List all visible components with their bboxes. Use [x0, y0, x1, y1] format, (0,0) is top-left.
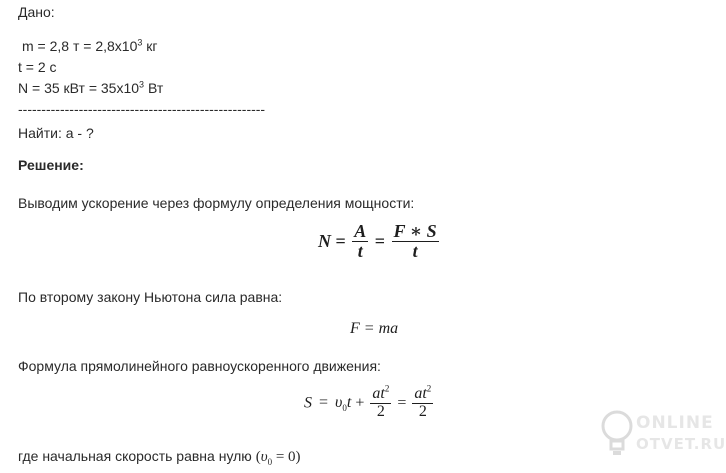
eq1-num-work: A [354, 221, 367, 241]
watermark-line-1: ONLINE [636, 413, 714, 433]
given-label: Дано: [18, 4, 55, 20]
equation-motion [304, 383, 435, 421]
ivf-open: ( [255, 449, 261, 465]
text-initial-velocity [18, 448, 301, 465]
solution-label: Решение: [18, 157, 84, 173]
eq1-den-time-2: t [412, 240, 418, 261]
eq3-fraction-1 [370, 383, 391, 421]
eq3-lhs: S [304, 394, 312, 412]
given-power-unit: Вт [144, 80, 164, 96]
given-mass-exponent: 3 [137, 37, 143, 48]
lightbulb-icon [600, 409, 634, 461]
equation-newton: F = ma [350, 320, 399, 337]
ivf-velocity: υ [260, 449, 268, 465]
eq3-num-2 [412, 383, 433, 403]
eq1-equals-1: = [335, 230, 346, 251]
eq3-den-2: 2 [418, 402, 427, 420]
find-line: Найти: a - ? [18, 125, 94, 141]
given-mass [22, 38, 158, 54]
given-power-text: N = 35 кВт = 35x10 [18, 80, 140, 96]
equation-power [318, 222, 441, 261]
initial-velocity-formula [256, 449, 301, 465]
given-power [18, 80, 163, 96]
text-power-formula: Выводим ускорение через формулу определения мощности: [18, 195, 415, 211]
eq3-fraction-2 [412, 383, 433, 421]
ivf-rest: = 0) [272, 449, 301, 465]
eq3-velocity: υ [335, 394, 343, 412]
eq3-num-2-exp: 2 [426, 383, 432, 394]
eq3-num-1-text: at [372, 385, 385, 402]
text-initial-velocity-label: где начальная скорость равна нулю [18, 448, 252, 464]
given-mass-unit: кг [142, 38, 158, 54]
given-power-exponent: 3 [139, 79, 145, 90]
eq3-equals-2: = [397, 394, 407, 412]
eq3-plus: + [355, 394, 365, 412]
eq3-den-1: 2 [376, 402, 385, 420]
text-uniform-motion: Формула прямолинейного равноускоренного движения: [18, 358, 381, 374]
eq3-num-1 [370, 383, 391, 403]
given-mass-text: m = 2,8 т = 2,8x10 [22, 38, 138, 54]
eq1-equals-2: = [374, 230, 386, 251]
eq1-num-force-distance: F ∗ S [393, 221, 437, 241]
eq1-lhs: N [318, 230, 331, 251]
eq3-equals-1: = [319, 394, 329, 412]
text-newton-law: По второму закону Ньютона сила равна: [18, 289, 283, 305]
eq3-time: t [346, 394, 352, 412]
eq1-den-time-1: t [357, 240, 363, 261]
watermark-logo [600, 407, 726, 463]
given-time: t = 2 с [18, 59, 57, 75]
ivf-sub: 0 [267, 457, 273, 467]
watermark-line-2: OTVET.RU [636, 435, 726, 453]
eq3-velocity-term [335, 394, 352, 414]
eq3-velocity-sub: 0 [342, 403, 347, 414]
eq1-fraction-force-distance [392, 222, 439, 261]
separator-line: ----------------------------------------------------- [18, 101, 266, 117]
eq3-num-2-text: at [414, 385, 427, 402]
eq3-num-1-exp: 2 [384, 383, 390, 394]
eq1-fraction-work [352, 222, 368, 261]
